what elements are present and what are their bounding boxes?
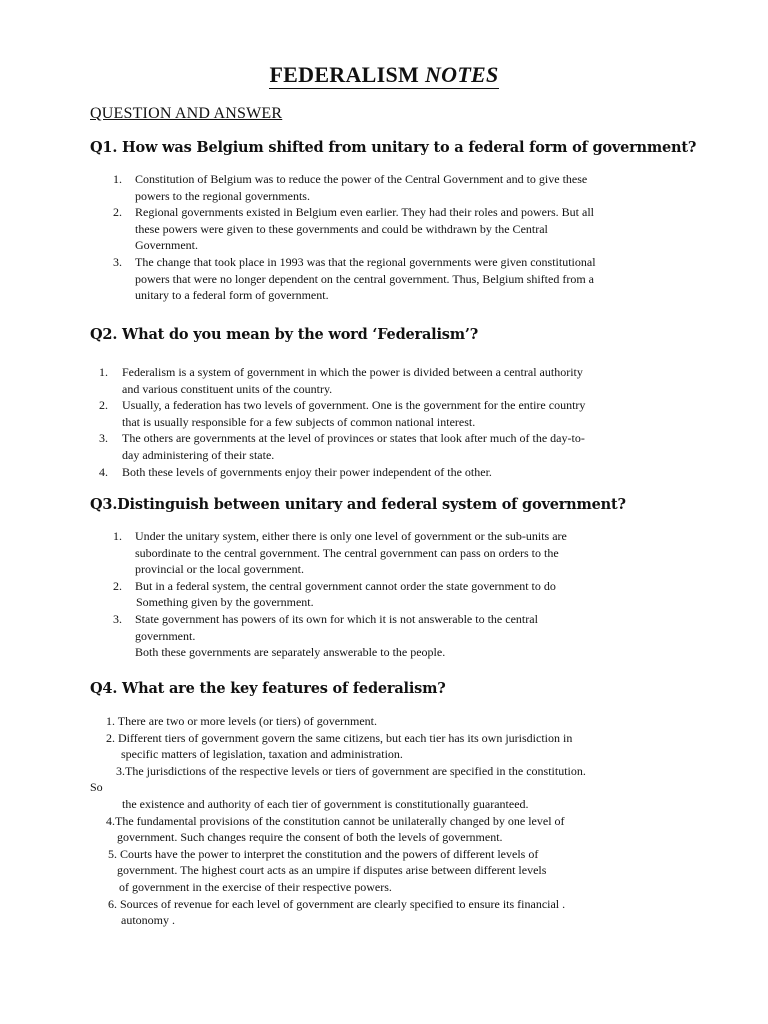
list-item: 3. The others are governments at the level of provinces or states that look after much of the day-to- day administering of their state. <box>99 431 585 462</box>
title-main: FEDERALISM <box>269 62 420 87</box>
q1-answer-list <box>113 171 596 304</box>
list-item: 4. Both these levels of governments enjoy their power independent of the other. <box>99 464 492 479</box>
q4-feature-list <box>0 713 768 929</box>
list-item: government. The highest court acts as an umpire if disputes arise between different levels <box>117 863 547 878</box>
list-item: 1. There are two or more levels (or tiers) of government. <box>106 714 378 728</box>
q2-answer-list <box>99 364 585 480</box>
list-item: 2. But in a federal system, the central government cannot order the state government to do Something given by the government. <box>113 578 556 610</box>
list-item: of government in the exercise of their respective powers. <box>119 879 392 894</box>
list-item: government. Such changes require the consent of both the levels of government. <box>117 830 503 845</box>
list-item: 3.The jurisdictions of the respective levels or tiers of government are specified in the constitution. <box>116 763 586 778</box>
title-italic: NOTES <box>424 62 499 87</box>
list-item: the existence and authority of each tier of government is constitutionally guaranteed. <box>122 796 529 811</box>
question-2: Q2. What do you mean by the word ‘Federalism’? <box>90 326 479 343</box>
list-item: So <box>90 780 103 795</box>
question-3: Q3.Distinguish between unitary and federal system of government? <box>90 496 626 513</box>
list-item: autonomy . <box>121 913 175 928</box>
list-item: 1. Under the unitary system, either there is only one level of government or the sub-units are subordinate to the central government. The central government can pass on orders to the provincial or the local government. <box>113 529 567 577</box>
list-item: 6. Sources of revenue for each level of government are clearly specified to ensure its financial . <box>108 896 566 911</box>
list-item: 1. Federalism is a system of government in which the power is divided between a central authority and various constituent units of the country. <box>99 365 583 396</box>
section-heading: QUESTION AND ANSWER <box>90 105 283 122</box>
page-title <box>0 62 768 89</box>
list-item: 2. Regional governments existed in Belgium even earlier. They had their roles and powers. But all these powers were given to these governments and could be withdrawn by the Central Government. <box>113 205 594 253</box>
question-4: Q4. What are the key features of federalism? <box>90 680 446 697</box>
list-item: 4.The fundamental provisions of the constitution cannot be unilaterally changed by one level of <box>106 813 565 828</box>
list-item: 2. Usually, a federation has two levels of government. One is the government for the entire country that is usually responsible for a few subjects of common national interest. <box>99 398 586 429</box>
list-item: 1. Constitution of Belgium was to reduce the power of the Central Government and to give these powers to the regional governments. <box>113 172 588 203</box>
q3-answer-list <box>113 528 567 661</box>
list-item: 3. State government has powers of its own for which it is not answerable to the central government. Both these governments are separately answerable to the people. <box>113 611 538 660</box>
list-item: 2. Different tiers of government govern the same citizens, but each tier has its own jurisdiction in <box>106 730 573 745</box>
list-item: specific matters of legislation, taxation and administration. <box>121 747 403 762</box>
question-1: Q1. How was Belgium shifted from unitary to a federal form of government? <box>90 139 697 156</box>
list-item: 3. The change that took place in 1993 was that the regional governments were given constitutional powers that were no longer dependent on the central government. Thus, Belgium shifted from a unitary to a federal form of government. <box>113 254 596 303</box>
list-item: 5. Courts have the power to interpret the constitution and the powers of different levels of <box>108 846 539 861</box>
